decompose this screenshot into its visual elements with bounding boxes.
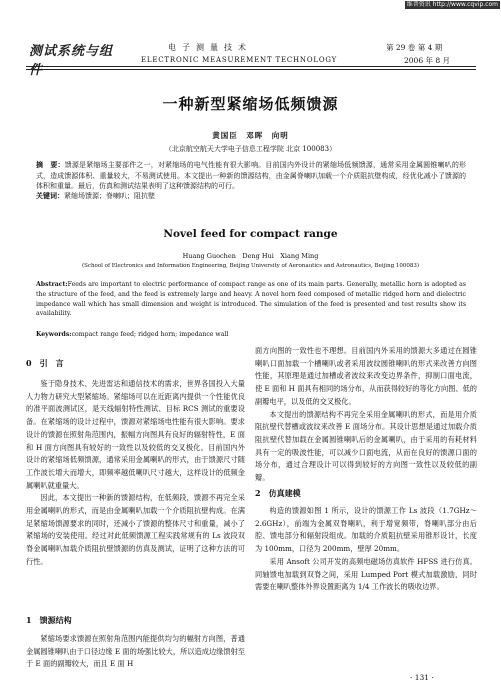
simulation-paragraph: 采用 Ansoft 公司开发的高频电磁场仿真软件 HFSS 进行仿真。同轴馈电加载到双脊之间，采用 Lumped Port 模式加载激励，同时需要在喇叭整体外界设置距离为 1/4 工作波长的吸收边界。 [255,556,477,592]
affiliation-cn: （北京航空航天大学电子信息工程学院 北京 100083） [164,145,337,153]
header-rule-thin [26,69,476,70]
simulation-column [255,505,477,594]
section-heading-intro: 0 引 言 [26,358,64,368]
page-number: · 131 · [410,673,434,682]
feed-structure-paragraph: 紧缩场要求馈源在照射角范围内能提供均匀的幅射方向图，普通金属圆锥喇叭由于口径边缘 E 面的场强比较大，所以造成边缘馈射至于 E 面的副瓣较大，而且 E 面 H [26,634,245,669]
keywords-cn-label: 关键词： [36,191,64,200]
simulation-paragraph: 构造的馈源如图 1 所示，设计的馈源工作 Ls 波段（1.7GHz～2.6GHz），前端为金属双脊喇叭，利于增宽频带，脊喇叭部分由后腔、馈电部分和辐射段组成。加载的介质阻抗壁采用锥形设计，长度为 100mm，口径为 200mm，壁厚 20mm。 [255,506,477,554]
keywords-en-label: Keywords: [36,331,72,338]
abstract-en [36,280,466,319]
intro-paragraph: 因此，本文提出一种新的馈源结构，在低频段，馈源不再完全采用金属喇叭的形式，而是由金属喇叭加载一个介质阻抗壁构成。在满足紧缩场馈源要求的同时，还减小了馈源的整体尺寸和重量，减小了紧缩场的安装使用。经过对此低频馈源工程实践常规有的 Ls 波段双脊金属喇叭加载介质阻抗壁馈源的仿真及测试，证明了这种方法的可行性。 [26,493,245,566]
column-logo: 测试系统与组件 [29,44,114,78]
abstract-en-label: Abstract: [36,281,68,288]
watermark-banner: 维普资讯 http://www.cqvip.com [406,1,498,8]
issue-date: 2006 年 8 月 [404,56,451,65]
intro-paragraph: 鉴于隐身技术、先进雷达和通信技术的需求，世界各国投入大量人力物力研究大型紧缩场。紧缩场可以在近距离内提供一个性能优良的准平面波测试区，是天线辐射特性测试、目标 RCS 测试的重要设备。在紧缩场的设计过程中，馈源对紧缩场电性能有很大影响。要求设计的馈源在照射角范围内，振幅方向图具有良好的辐射特性，E 面和 H 面方向图具有较好的一致性以及较低的交叉极化。目前国内外设计的紧缩场低频馈源，通常采用金属喇叭的形式，由于馈源尺寸随工作波长增大而增大，即频率越低喇叭尺寸越大，这样设计的低频金属喇叭就重量大。 [26,379,245,490]
section-heading-feed-structure: 1 馈源结构 [26,615,72,625]
keywords-cn-text: 紧缩场馈源；脊喇叭；阻抗壁 [64,192,155,200]
abstract-cn [36,160,466,192]
left-column [26,378,245,569]
feed-structure-column [26,633,245,671]
journal-title-en: ELECTRONIC MEASUREMENT TECHNOLOGY [141,56,338,64]
authors-cn: 黄国臣 邓晖 向明 [212,131,289,140]
right-paragraph: 本文提出的馈源结构不再完全采用金属喇叭的形式，而是用介质阻抗壁代替槽或波纹来改善 E 面场分布。其设计思想是通过加载介质阻抗壁代替加载在金属圆锥喇叭后的金属喇叭，由于采用的有耗材料具有一定的吸波性能，可以减少口面电流，从而在良好的馈源口面的场分布，通过合理设计可以得到较好的方向图一致性以及较低的副瓣。 [255,409,477,483]
section-heading-simulation: 2 仿真建模 [255,488,301,498]
keywords-en-text: compact range feed; ridged horn; impedance wall [71,331,229,338]
journal-title-cn: 电子测量技术 [168,43,252,52]
paper-title-cn: 一种新型紧缩场低频馈源 [162,95,339,113]
abstract-en-text: Feeds are important to electric performance of compact range as one of its main parts. Generally, metallic horn is adopted as the structure of the feed, and the feed is extremely large and heavy. A novel horn feed composed of metallic ridged horn and dielectric impedance wall which has small dimension and weight is introduced. The simulation of the feed is presented and test results show its availability. [36,281,466,318]
paper-title-en: Novel feed for compact range [163,228,338,240]
right-column [255,345,477,485]
abstract-cn-text: 馈源是紧缩场主要部件之一，对紧缩场的电气性能有很大影响。目前国内外设计的紧缩场低频馈源，通常采用金属圆锥喇叭的形式，造成馈源体积、重量较大，不易测试使用。本文提出一种新的馈源结构，由金属脊喇叭加载一个介质阻抗壁构成，经优化减小了馈源的体积和重量。最后，仿真和测试结果表明了这种馈源结构的可行。 [36,161,467,190]
right-paragraph: 面方向图的一致性也不理想。目前国内外采用的馈源大多通过在圆锥喇叭口面加载一个槽喇叭或者采用波纹圆锥喇叭的形式来改善方向图性能，其原理是通过加槽或者波纹来改变边界条件，抑制口面电流，使 E 面和 H 面具有相同的场分布，从而获得较好的等化方向图、低的副瓣电平，以及低的交叉极化。 [255,346,477,406]
abstract-cn-label: 摘 要： [36,160,65,169]
affiliation-en: (School of Electronics and Information Engineering, Beijing University of Aeronautics and Astronautics, Beijing 100083) [81,263,420,269]
issue-volume: 第 29 卷 第 4 期 [386,43,443,52]
keywords-cn [36,191,466,201]
header-rule [26,66,476,67]
keywords-en [36,331,466,338]
authors-en: Huang Guochen Deng Hui Xiang Ming [182,252,319,260]
